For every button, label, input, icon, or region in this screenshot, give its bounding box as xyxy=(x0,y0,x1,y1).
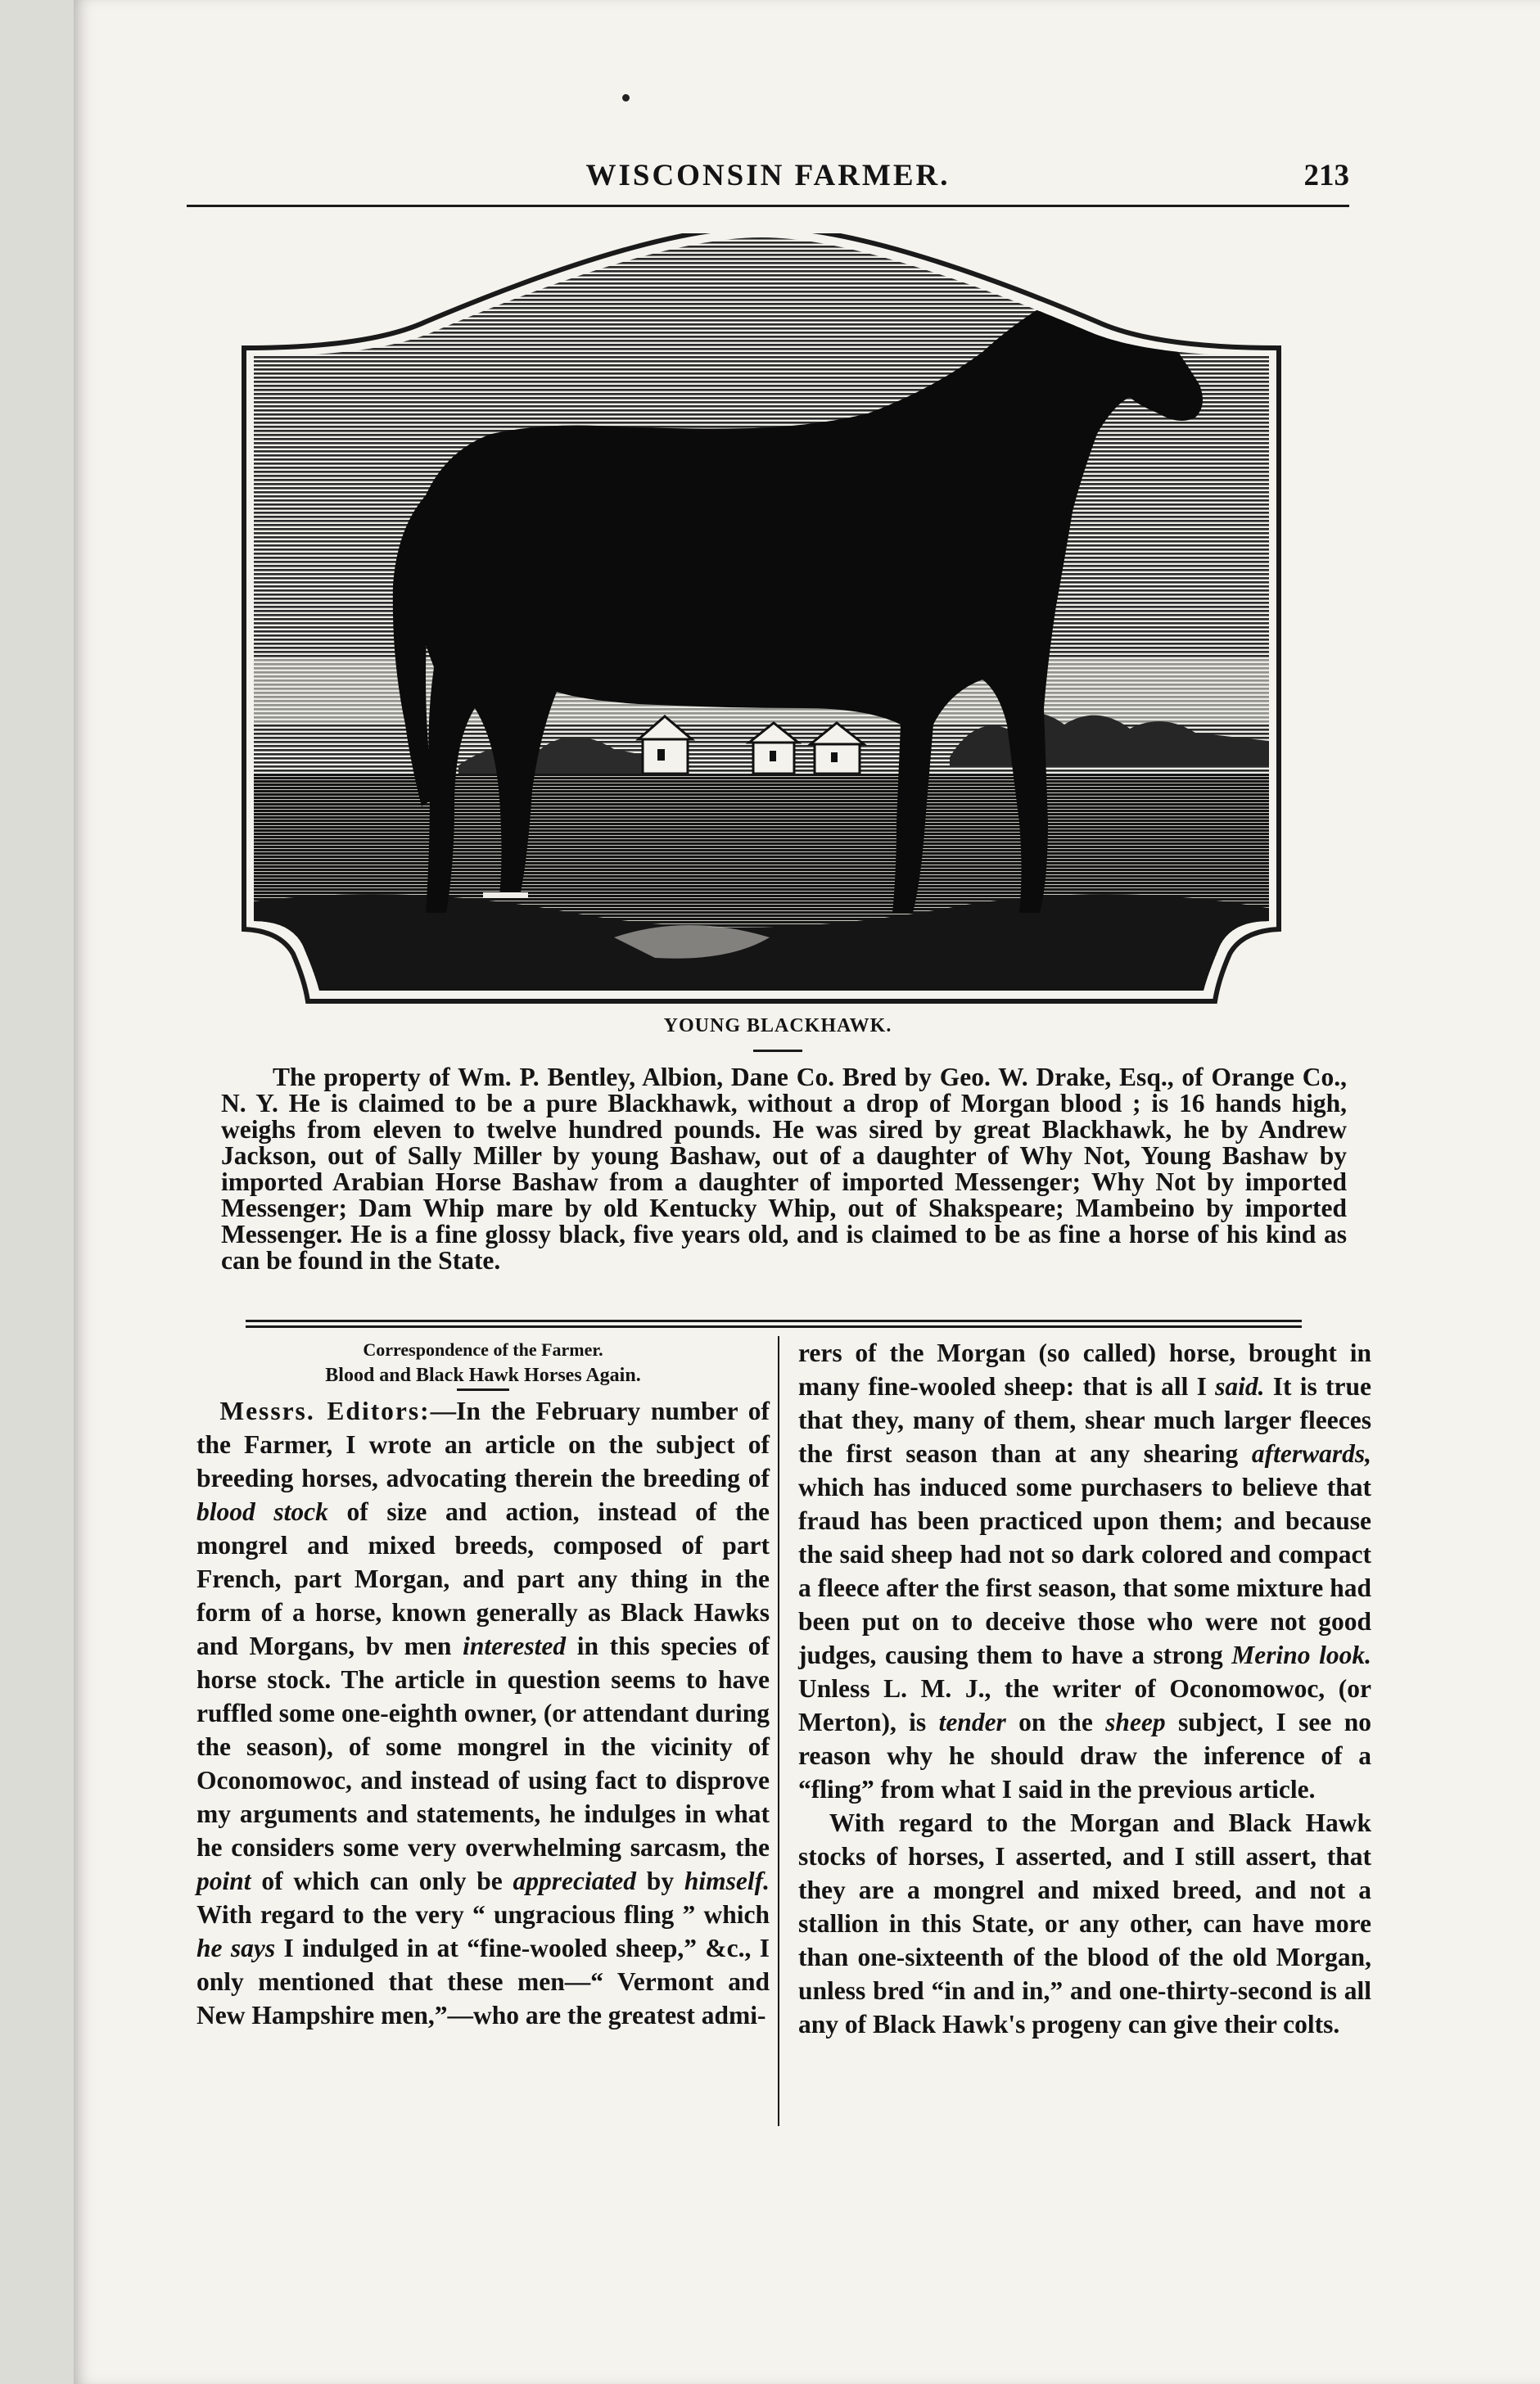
text-run: of size and action, instead of the mongrel and mixed breeds, composed of part French, part Morgan, and part any thing in the form of a horse, known generally as Black Hawks and Morgans, bv men xyxy=(196,1497,770,1660)
text-run: With regard to the very “ ungracious fling ” which xyxy=(196,1900,770,1929)
running-head: WISCONSIN FARMER. xyxy=(585,159,951,192)
horse-engraving-svg xyxy=(229,233,1294,1019)
page-number: 213 xyxy=(1303,159,1349,192)
page-header xyxy=(187,151,1349,201)
emphasis: afterwards, xyxy=(1251,1439,1371,1468)
title-rule xyxy=(457,1388,509,1391)
text-run: in this species of horse stock. The article in question seems to have ruffled some one-eighth owner, (or attendant during the season), of some mongrel in the vicinity of Oconomowoc, and instead of using fact to disprove my arguments and statements, he indulges in what he considers some very overwhelming sarcasm, the xyxy=(196,1632,770,1862)
text-run: which has induced some purchasers to believe that fraud has been practiced upon them; and because the said sheep had not so dark colored and compact a fleece after the first season, that some mixture had been put on to deceive those who were not good judges, causing them to have a strong xyxy=(798,1473,1371,1669)
text-run: Unless L. M. J., the writer of Oconomowoc, (or Merton), is xyxy=(798,1674,1371,1736)
emphasis: point xyxy=(196,1867,251,1895)
emphasis: tender xyxy=(938,1708,1006,1736)
emphasis: Merino look. xyxy=(1231,1641,1371,1669)
section-rule-top xyxy=(246,1320,1302,1322)
emphasis: interested xyxy=(463,1632,567,1660)
section-rule-bottom xyxy=(246,1325,1302,1328)
article-title: Blood and Black Hawk Horses Again. xyxy=(325,1365,641,1386)
text-run: —In the February number of the Farmer, I wrote an article on the subject of breeding horses, advocating therein the breeding of xyxy=(196,1397,770,1492)
text-run: of which can only be xyxy=(251,1867,513,1895)
article-paragraph-1-continued xyxy=(798,1336,1371,1806)
article-paragraph-1 xyxy=(196,1394,770,2032)
salutation: Messrs. Editors: xyxy=(219,1397,431,1425)
text-run: rers of the Morgan (so called) horse, brought in many fine-wooled sheep: that is all I xyxy=(798,1339,1371,1401)
emphasis: sheep xyxy=(1105,1708,1166,1736)
article-column-left xyxy=(196,1336,770,2032)
emphasis: himself. xyxy=(684,1867,770,1895)
article-paragraph-2: With regard to the Morgan and Black Hawk stocks of horses, I asserted, and I still assert, that they are a mongrel and mixed breed, and not a stallion in this State, or any other, can have more than one-sixteenth of the blood of the old Morgan, unless bred “in and in,” and one-thirty-second is all any of Black Hawk's progeny can give their colts. xyxy=(798,1808,1371,2039)
emphasis: said. xyxy=(1215,1372,1265,1401)
caption-rule xyxy=(753,1050,802,1052)
ink-dot xyxy=(622,94,630,102)
header-rule xyxy=(187,205,1349,207)
text-run: subject, I see no reason why he should draw the inference of a “fling” from what I said in the previous article. xyxy=(798,1708,1371,1804)
article-kicker: Correspondence of the Farmer. xyxy=(363,1339,603,1360)
text-run: by xyxy=(636,1867,684,1895)
text-run: I indulged in at “fine-wooled sheep,” &c., I only mentioned that these men—“ Vermont and New Hampshire men,”—who are the greatest admi- xyxy=(196,1934,770,2030)
emphasis: blood stock xyxy=(196,1497,328,1526)
horse-description: The property of Wm. P. Bentley, Albion, Dane Co. Bred by Geo. W. Drake, Esq., of Orange Co., N. Y. He is claimed to be a pure Blackhawk, without a drop of Morgan blood ; is 16 hands high, weighs from eleven to twelve hundred pounds. He was sired by great Blackhawk, he by Andrew Jackson, out of Sally Miller by young Bashaw, out of a daughter of Why Not, Young Bashaw by imported Arabian Horse Bashaw from a daughter of imported Messenger; Why Not by imported Messenger; Dam Whip mare by old Kentucky Whip, out of Shakspeare; Mambeino by imported Messenger. He is a fine glossy black, five years old, and is claimed to be as fine a horse of his kind as can be found in the State. xyxy=(221,1063,1347,1275)
emphasis: he says xyxy=(196,1934,276,1962)
article-column-right xyxy=(798,1336,1371,2041)
engraving-caption: YOUNG BLACKHAWK. xyxy=(663,1015,892,1036)
emphasis: appreciated xyxy=(513,1867,637,1895)
column-divider xyxy=(778,1336,779,2126)
text-run: on the xyxy=(1005,1708,1106,1736)
horse-engraving xyxy=(229,233,1294,1019)
text-run: It is true that they, many of them, shear much larger fleeces the first season than at any shearing xyxy=(798,1372,1371,1468)
